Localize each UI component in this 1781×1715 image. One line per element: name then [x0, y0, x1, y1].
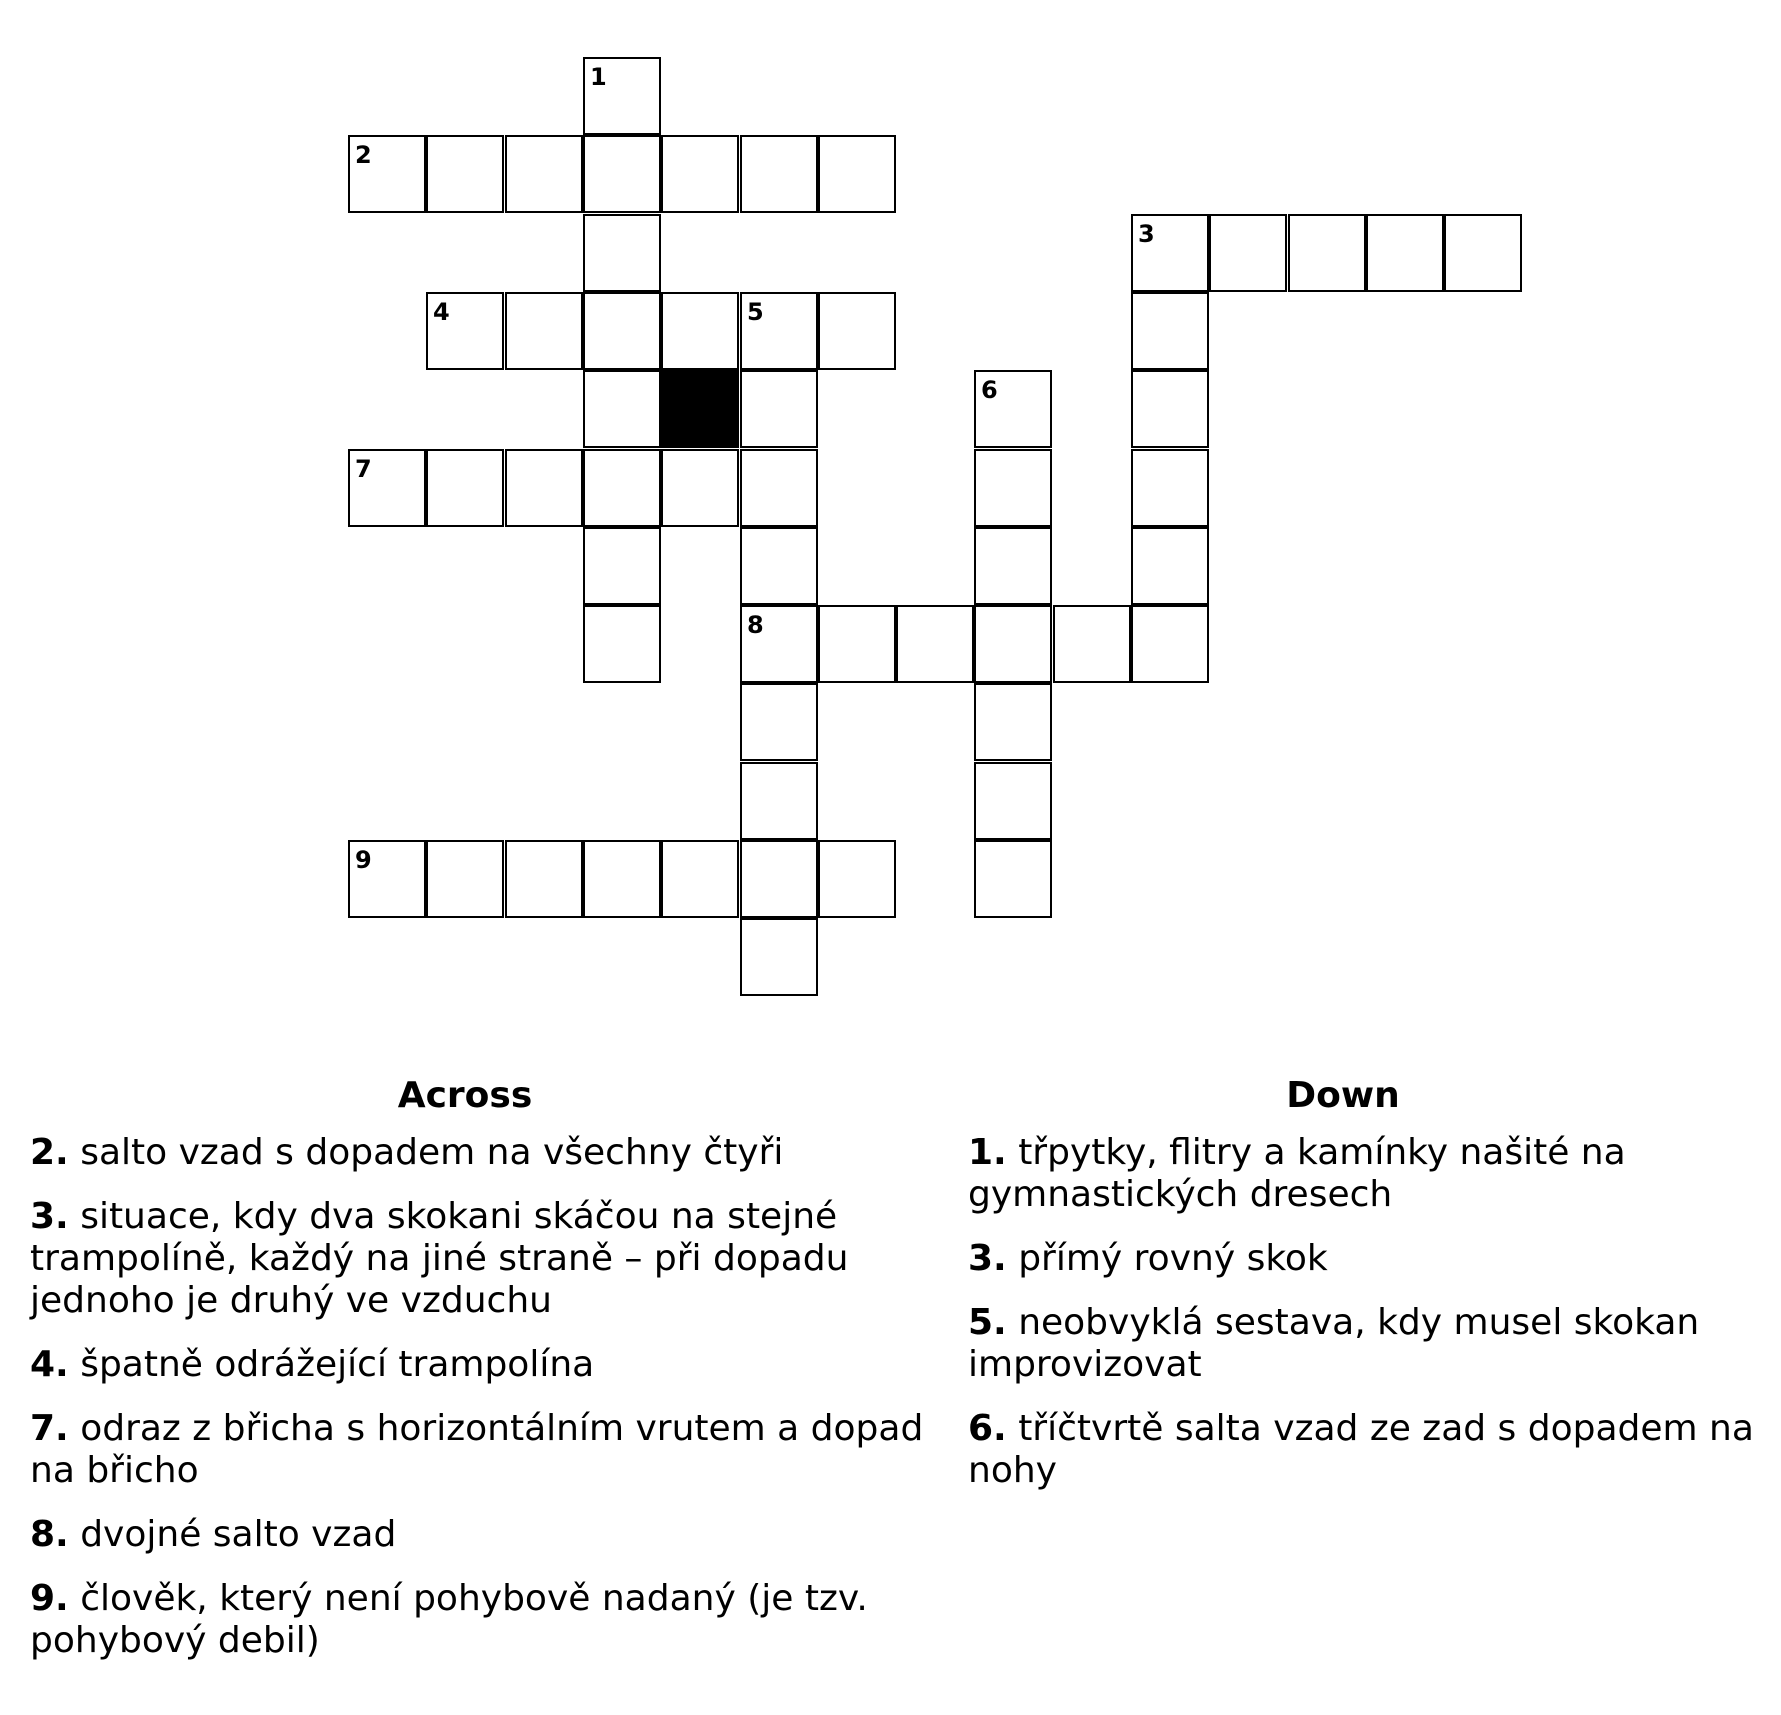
clue-number: 2 — [355, 141, 372, 169]
grid-cell[interactable] — [583, 527, 661, 605]
grid-cell[interactable] — [661, 449, 739, 527]
black-square — [661, 370, 739, 448]
clue-number: 3. — [968, 1238, 1007, 1279]
grid-cell[interactable] — [740, 762, 818, 840]
grid-cell[interactable] — [348, 840, 426, 918]
across-clue — [30, 1132, 930, 1174]
across-clue — [30, 1408, 930, 1492]
across-clues — [30, 1075, 930, 1684]
down-clue — [968, 1302, 1768, 1386]
clue-text: situace, kdy dva skokani skáčou na stejné trampolíně, každý na jiné straně – při dopadu jednoho je druhý ve vzduchu — [30, 1196, 849, 1321]
grid-cell[interactable] — [740, 605, 818, 683]
down-heading: Down — [1286, 1075, 1400, 1116]
down-clue — [968, 1408, 1768, 1492]
grid-cell[interactable] — [583, 214, 661, 292]
grid-cell[interactable] — [426, 292, 504, 370]
grid-cell[interactable] — [740, 840, 818, 918]
across-clue — [30, 1344, 930, 1386]
grid-cell[interactable] — [583, 57, 661, 135]
grid-cell[interactable] — [426, 840, 504, 918]
grid-cell[interactable] — [661, 292, 739, 370]
clue-number: 8 — [747, 611, 764, 639]
grid-cell[interactable] — [426, 449, 504, 527]
grid-cell[interactable] — [1131, 214, 1209, 292]
clue-number: 9 — [355, 846, 372, 874]
clue-text: neobvyklá sestava, kdy musel skokan improvizovat — [968, 1302, 1700, 1385]
grid-cell[interactable] — [1131, 605, 1209, 683]
grid-cell[interactable] — [818, 135, 896, 213]
clue-number: 5. — [968, 1302, 1007, 1343]
grid-cell[interactable] — [818, 292, 896, 370]
grid-cell[interactable] — [1209, 214, 1287, 292]
grid-cell[interactable] — [505, 292, 583, 370]
clue-text: odraz z břicha s horizontálním vrutem a dopad na břicho — [30, 1408, 924, 1491]
grid-cell[interactable] — [974, 840, 1052, 918]
clue-number: 4. — [30, 1344, 69, 1385]
clue-number: 1 — [590, 63, 607, 91]
grid-cell[interactable] — [583, 292, 661, 370]
clue-text: třpytky, flitry a kamínky našité na gymnastických dresech — [968, 1132, 1626, 1215]
clue-text: špatně odrážející trampolína — [80, 1344, 595, 1385]
across-clue — [30, 1514, 930, 1556]
grid-cell[interactable] — [348, 135, 426, 213]
grid-cell[interactable] — [583, 135, 661, 213]
clue-number: 3 — [1138, 220, 1155, 248]
grid-cell[interactable] — [974, 370, 1052, 448]
grid-cell[interactable] — [1444, 214, 1522, 292]
grid-cell[interactable] — [661, 135, 739, 213]
grid-cell[interactable] — [740, 449, 818, 527]
grid-cell[interactable] — [1366, 214, 1444, 292]
grid-cell[interactable] — [505, 135, 583, 213]
grid-cell[interactable] — [818, 840, 896, 918]
grid-cell[interactable] — [1131, 449, 1209, 527]
grid-cell[interactable] — [1131, 370, 1209, 448]
grid-cell[interactable] — [505, 449, 583, 527]
clue-text: tříčtvrtě salta vzad ze zad s dopadem na nohy — [968, 1408, 1754, 1491]
clue-text: salto vzad s dopadem na všechny čtyři — [80, 1132, 784, 1173]
grid-cell[interactable] — [896, 605, 974, 683]
grid-cell[interactable] — [426, 135, 504, 213]
clue-number: 8. — [30, 1514, 69, 1555]
grid-cell[interactable] — [505, 840, 583, 918]
clue-number: 6. — [968, 1408, 1007, 1449]
clue-text: přímý rovný skok — [1018, 1238, 1328, 1279]
grid-cell[interactable] — [740, 135, 818, 213]
clue-text: dvojné salto vzad — [80, 1514, 397, 1555]
clue-number: 7 — [355, 455, 372, 483]
grid-cell[interactable] — [583, 605, 661, 683]
grid-cell[interactable] — [348, 449, 426, 527]
clue-number: 4 — [433, 298, 450, 326]
clue-number: 9. — [30, 1578, 69, 1619]
grid-cell[interactable] — [740, 370, 818, 448]
grid-cell[interactable] — [1131, 527, 1209, 605]
grid-cell[interactable] — [974, 683, 1052, 761]
down-clue — [968, 1238, 1768, 1280]
clue-number: 7. — [30, 1408, 69, 1449]
grid-cell[interactable] — [818, 605, 896, 683]
grid-cell[interactable] — [974, 527, 1052, 605]
across-clue — [30, 1578, 930, 1662]
grid-cell[interactable] — [1131, 292, 1209, 370]
clue-number: 6 — [981, 376, 998, 404]
grid-cell[interactable] — [661, 840, 739, 918]
grid-cell[interactable] — [974, 605, 1052, 683]
down-clues — [968, 1075, 1768, 1514]
clue-number: 3. — [30, 1196, 69, 1237]
clue-text: člověk, který není pohybově nadaný (je tzv. pohybový debil) — [30, 1578, 868, 1661]
clue-number: 2. — [30, 1132, 69, 1173]
grid-cell[interactable] — [974, 762, 1052, 840]
clue-number: 1. — [968, 1132, 1007, 1173]
across-clue — [30, 1196, 930, 1322]
clue-number: 5 — [747, 298, 764, 326]
grid-cell[interactable] — [740, 527, 818, 605]
grid-cell[interactable] — [740, 683, 818, 761]
grid-cell[interactable] — [1053, 605, 1131, 683]
grid-cell[interactable] — [1288, 214, 1366, 292]
grid-cell[interactable] — [974, 449, 1052, 527]
grid-cell[interactable] — [583, 840, 661, 918]
grid-cell[interactable] — [740, 292, 818, 370]
across-heading: Across — [397, 1075, 533, 1116]
down-clue — [968, 1132, 1768, 1216]
grid-cell[interactable] — [740, 918, 818, 996]
grid-cell[interactable] — [583, 370, 661, 448]
grid-cell[interactable] — [583, 449, 661, 527]
